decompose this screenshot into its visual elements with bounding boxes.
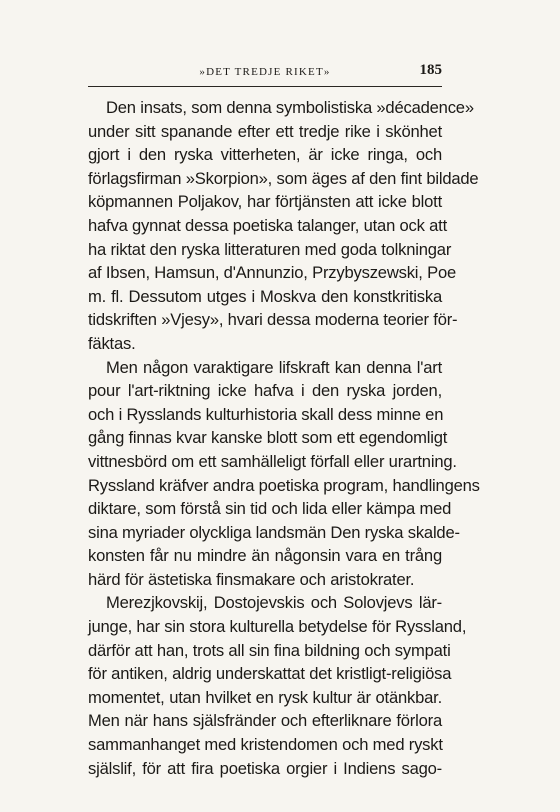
header-rule <box>88 86 442 87</box>
text-line: Men när hans själsfränder och efterliknare förlora <box>88 711 442 731</box>
running-title: »DET TREDJE RIKET» <box>199 66 331 78</box>
text-line: Ryssland kräfver andra poetiska program, handlingens <box>88 475 480 495</box>
text-line: af Ibsen, Hamsun, d'Annunzio, Przybyszewski, Poe <box>88 263 457 283</box>
text-line: hafva gynnat dessa poetiska talanger, utan ock att <box>88 215 448 235</box>
text-line: själslif, för att fira poetiska orgier i Indiens sago- <box>88 758 442 778</box>
running-head <box>88 62 442 82</box>
text-line: gjort i den ryska vitterheten, är icke ringa, och <box>88 145 442 165</box>
text-line: fäktas. <box>88 333 136 353</box>
text-line: Merezjkovskij, Dostojevskis och Solovjevs lär- <box>106 593 442 613</box>
text-line: därför att han, trots all sin fina bildning och sympati <box>88 640 451 660</box>
text-line: konsten får nu mindre än någonsin vara en trång <box>88 546 442 566</box>
text-line: under sitt spanande efter ett tredje rike i skönhet <box>88 121 442 141</box>
text-line: sina myriader olyckliga landsmän Den ryska skalde- <box>88 522 460 542</box>
text-line: ha riktat den ryska litteraturen med goda tolkningar <box>88 239 452 259</box>
text-line: förlagsfirman »Skorpion», som äges af den fint bildade <box>88 168 479 188</box>
text-line: för antiken, aldrig underskattat det kristligt-religiösa <box>88 664 452 684</box>
text-line: Men någon varaktigare lifskraft kan denna l'art <box>106 357 442 377</box>
text-line: Den insats, som denna symbolistiska »décadence» <box>106 98 474 117</box>
text-line: tidskriften »Vjesy», hvari dessa moderna teorier för- <box>88 310 458 330</box>
text-line: pour l'art-riktning icke hafva i den ryska jorden, <box>88 381 442 401</box>
text-line: köpmannen Poljakov, har förtjänsten att icke blott <box>88 192 442 212</box>
text-line: sammanhanget med kristendomen och med ryskt <box>88 735 443 755</box>
text-line: junge, har sin stora kulturella betydelse för Ryssland, <box>88 617 467 637</box>
text-line: m. fl. Dessutom utges i Moskva den konstkritiska <box>88 286 442 306</box>
text-line: gång finnas kvar kanske blott som ett egendomligt <box>88 428 448 448</box>
text-line: vittnesbörd om ett samhälleligt förfall eller urartning. <box>88 451 457 471</box>
text-line: härd för ästetiska finsmakare och aristokrater. <box>88 569 415 589</box>
text-line: diktare, som förstå sin tid och lida eller kämpa med <box>88 499 452 519</box>
body-text <box>88 96 480 780</box>
page-number: 185 <box>419 62 442 78</box>
text-line: momentet, utan hvilket en rysk kultur är otänkbar. <box>88 687 442 707</box>
text-line: och i Rysslands kulturhistoria skall dess minne en <box>88 404 444 424</box>
